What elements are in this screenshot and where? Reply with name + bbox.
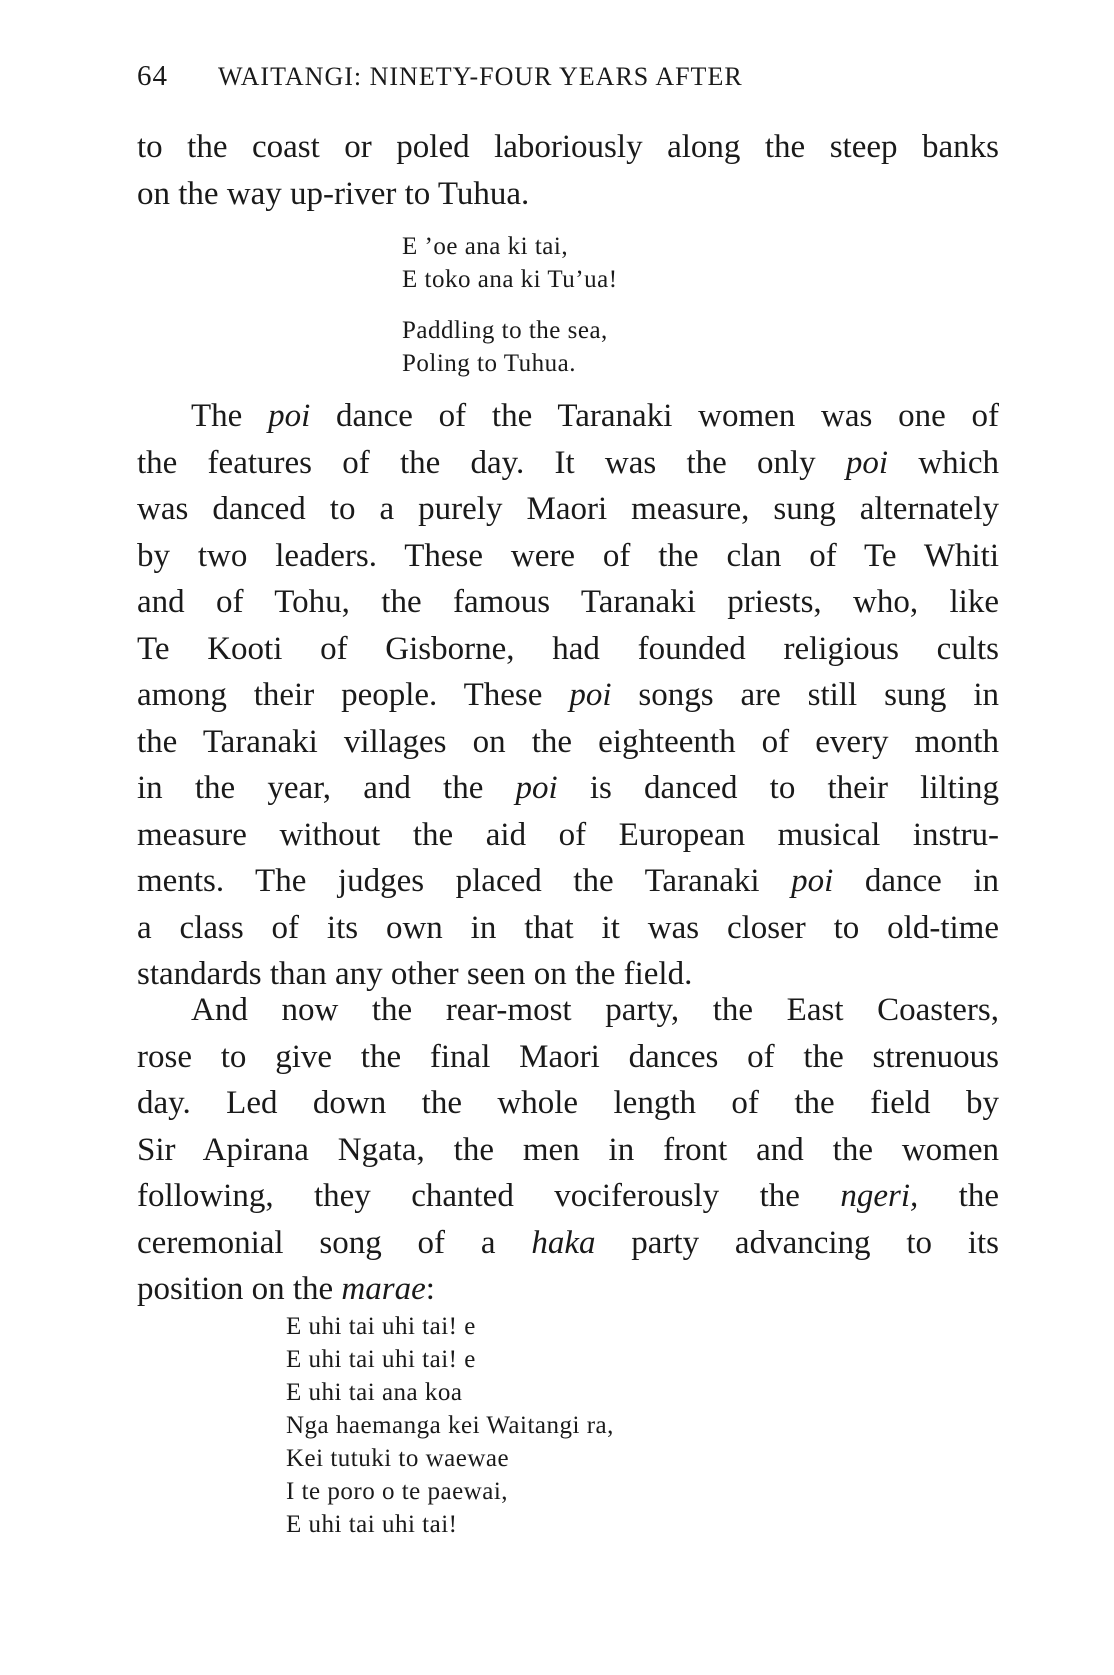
text-line: on the way up-river to Tuhua. — [137, 175, 530, 212]
verse-line: E uhi tai uhi tai! e — [286, 1313, 476, 1340]
text-line: among their people. These poi songs are still sung in — [137, 677, 999, 713]
paragraph-continued — [137, 124, 999, 217]
text-line: a class of its own in that it was closer to old-time — [137, 909, 999, 946]
text-line: Te Kooti of Gisborne, had founded religious cults — [137, 630, 999, 667]
text-line: measure without the aid of European musical instru- — [137, 816, 999, 853]
text-line: in the year, and the poi is danced to their lilting — [137, 770, 999, 806]
text-line: standards than any other seen on the field. — [137, 956, 693, 992]
verse-english — [402, 314, 608, 380]
text-line: The poi dance of the Taranaki women was one of — [191, 398, 999, 434]
text-line: And now the rear-most party, the East Coasters, — [191, 992, 999, 1028]
text-line: was danced to a purely Maori measure, sung alternately — [137, 491, 999, 527]
verse-maori — [402, 230, 618, 296]
text-line: following, they chanted vociferously the ngeri, the — [137, 1178, 999, 1214]
text-line: the features of the day. It was the only poi which — [137, 444, 999, 481]
verse-line: Nga haemanga kei Waitangi ra, — [286, 1412, 614, 1439]
page-number: 64 — [137, 60, 168, 92]
paragraph-poi-dance — [137, 393, 999, 998]
text-line: position on the marae: — [137, 1271, 435, 1307]
verse-line: I te poro o te paewai, — [286, 1478, 509, 1505]
text-line: ceremonial song of a haka party advancing to its — [137, 1224, 1000, 1261]
text-line: ments. The judges placed the Taranaki poi dance in — [137, 863, 999, 899]
verse-line: E toko ana ki Tu’ua! — [402, 266, 618, 293]
verse-line: E uhi tai uhi tai! — [286, 1511, 458, 1538]
verse-line: Kei tutuki to waewae — [286, 1445, 510, 1472]
verse-line: Paddling to the sea, — [402, 317, 608, 344]
verse-line: Poling to Tuhua. — [402, 350, 577, 377]
verse-ngeri — [286, 1310, 614, 1541]
running-title: WAITANGI: NINETY-FOUR YEARS AFTER — [218, 62, 743, 91]
text-line: the Taranaki villages on the eighteenth of every month — [137, 723, 999, 760]
verse-line: E ’oe ana ki tai, — [402, 233, 569, 260]
text-line: Sir Apirana Ngata, the men in front and the women — [137, 1131, 999, 1168]
text-line: and of Tohu, the famous Taranaki priests, who, like — [137, 584, 999, 620]
running-head — [137, 60, 997, 93]
verse-line: E uhi tai uhi tai! e — [286, 1346, 476, 1373]
verse-line: E uhi tai ana koa — [286, 1379, 463, 1406]
text-line: day. Led down the whole length of the field by — [137, 1085, 999, 1121]
text-line: to the coast or poled laboriously along the steep banks — [137, 129, 999, 165]
text-line: by two leaders. These were of the clan of Te Whiti — [137, 537, 999, 574]
text-line: rose to give the final Maori dances of the strenuous — [137, 1038, 999, 1075]
paragraph-east-coasters — [137, 987, 999, 1313]
